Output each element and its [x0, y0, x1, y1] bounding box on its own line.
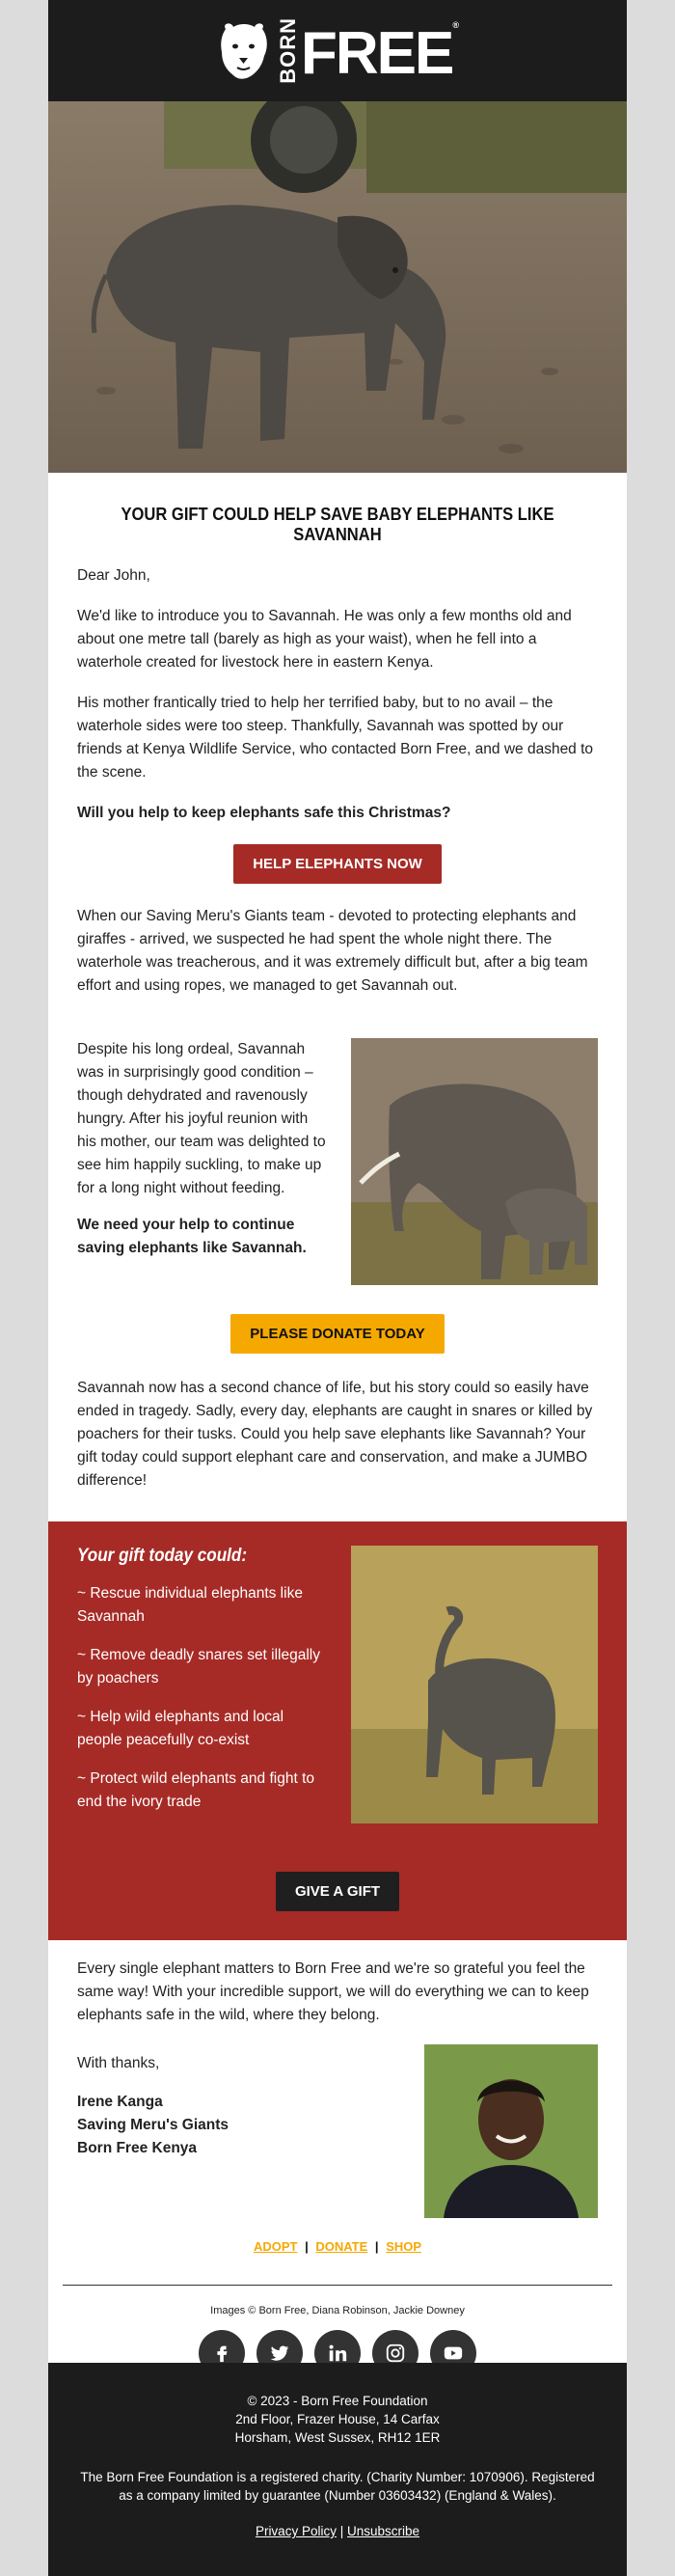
- gift-item: ~ Help wild elephants and local people peacefully co-exist: [77, 1709, 284, 1748]
- logo-born-text: BORN: [276, 17, 300, 84]
- gift-section: [48, 1521, 627, 1940]
- signer-team: Saving Meru's Giants: [77, 2117, 230, 2133]
- email-footer: [48, 2363, 627, 2576]
- address-line-1: 2nd Floor, Frazer House, 14 Carfax: [235, 2412, 440, 2426]
- charity-info: The Born Free Foundation is a registered charity. (Charity Number: 1070906). Registered as a company limited by guarantee (Number 03603432) (England & Wales).: [80, 2470, 595, 2503]
- email-container: [48, 0, 627, 2576]
- intro-paragraph: We'd like to introduce you to Savannah. He was only a few months old and about one metre tall (barely as high as your waist), when he fell into a waterhole created for livestock here in eastern Kenya.: [77, 608, 572, 671]
- gift-item: ~ Remove deadly snares set illegally by poachers: [77, 1647, 321, 1686]
- image-credits: Images © Born Free, Diana Robinson, Jackie Downey: [210, 2305, 465, 2316]
- irene-kanga-photo[interactable]: [424, 2044, 598, 2218]
- mother-and-calf-image[interactable]: [351, 1038, 598, 1285]
- second-chance-paragraph: Savannah now has a second chance of life, but his story could so easily have ended in tragedy. Sadly, every day, elephants are caught in snares or killed by poachers for their tusks. Could you help save elephants like Savannah? Your gift today could support elephant care and conservation, and make a JUMBO difference!: [77, 1380, 593, 1489]
- link-separator: |: [374, 2239, 379, 2254]
- adopt-link[interactable]: ADOPT: [253, 2239, 298, 2254]
- gift-item: ~ Protect wild elephants and fight to end the ivory trade: [77, 1770, 315, 1810]
- need-help-text: We need your help to continue saving elephants like Savannah.: [77, 1217, 307, 1256]
- divider: [63, 2285, 612, 2286]
- please-donate-today-button[interactable]: PLEASE DONATE TODAY: [230, 1314, 444, 1354]
- hero-image-baby-elephant[interactable]: [48, 101, 627, 473]
- logo-free-text: FREE: [301, 19, 453, 87]
- headline: YOUR GIFT COULD HELP SAVE BABY ELEPHANTS LIKE SAVANNAH: [121, 505, 554, 544]
- sign-off: With thanks,: [77, 2055, 160, 2071]
- closing-paragraph: Every single elephant matters to Born Free and we're so grateful you feel the same way! With your incredible support, we will do everything we can to keep elephants safe in the wild, where they belong.: [77, 1960, 589, 2023]
- shop-link[interactable]: SHOP: [386, 2239, 422, 2254]
- link-separator: |: [305, 2239, 309, 2254]
- christmas-question: Will you help to keep elephants safe this Christmas?: [77, 805, 451, 821]
- ordeal-paragraph: Despite his long ordeal, Savannah was in surprisingly good condition – though dehydrated and ravenously hungry. After his joyful reunion with his mother, our team was delighted to see him happily suckling, to make up for a long night without feeding.: [77, 1041, 326, 1196]
- copyright-text: © 2023 - Born Free Foundation: [247, 2394, 428, 2408]
- quick-links: [77, 2239, 598, 2254]
- donate-link[interactable]: DONATE: [315, 2239, 368, 2254]
- logo-registered-mark: ®: [452, 20, 459, 31]
- give-a-gift-button[interactable]: GIVE A GIFT: [276, 1872, 399, 1911]
- calf-in-grass-image[interactable]: [351, 1546, 598, 1823]
- signer-org: Born Free Kenya: [77, 2140, 198, 2156]
- greeting: Dear John,: [77, 567, 150, 584]
- mother-paragraph: His mother frantically tried to help her terrified baby, but to no avail – the waterhole sides were too steep. Thankfully, Savannah was spotted by our friends at Kenya Wildlife Service, who contacted Born Free, and we dashed to the scene.: [77, 695, 594, 781]
- rescue-paragraph: When our Saving Meru's Giants team - devoted to protecting elephants and giraffes - arrived, we suspected he had spent the whole night there. The waterhole was treacherous, and it was extremely difficult but, after a big team effort and using ropes, we managed to get Savannah out.: [77, 908, 588, 994]
- email-header: [48, 0, 627, 101]
- footer-separator: |: [339, 2524, 344, 2538]
- gift-item: ~ Rescue individual elephants like Savannah: [77, 1585, 303, 1625]
- address-line-2: Horsham, West Sussex, RH12 1ER: [234, 2430, 441, 2445]
- born-free-logo[interactable]: [216, 17, 459, 87]
- gift-section-title: Your gift today could:: [77, 1546, 248, 1566]
- lioness-head-icon: [216, 21, 272, 81]
- privacy-policy-link[interactable]: Privacy Policy: [255, 2524, 337, 2538]
- help-elephants-now-button[interactable]: HELP ELEPHANTS NOW: [233, 844, 442, 884]
- signer-name: Irene Kanga: [77, 2094, 163, 2110]
- unsubscribe-link[interactable]: Unsubscribe: [347, 2524, 420, 2538]
